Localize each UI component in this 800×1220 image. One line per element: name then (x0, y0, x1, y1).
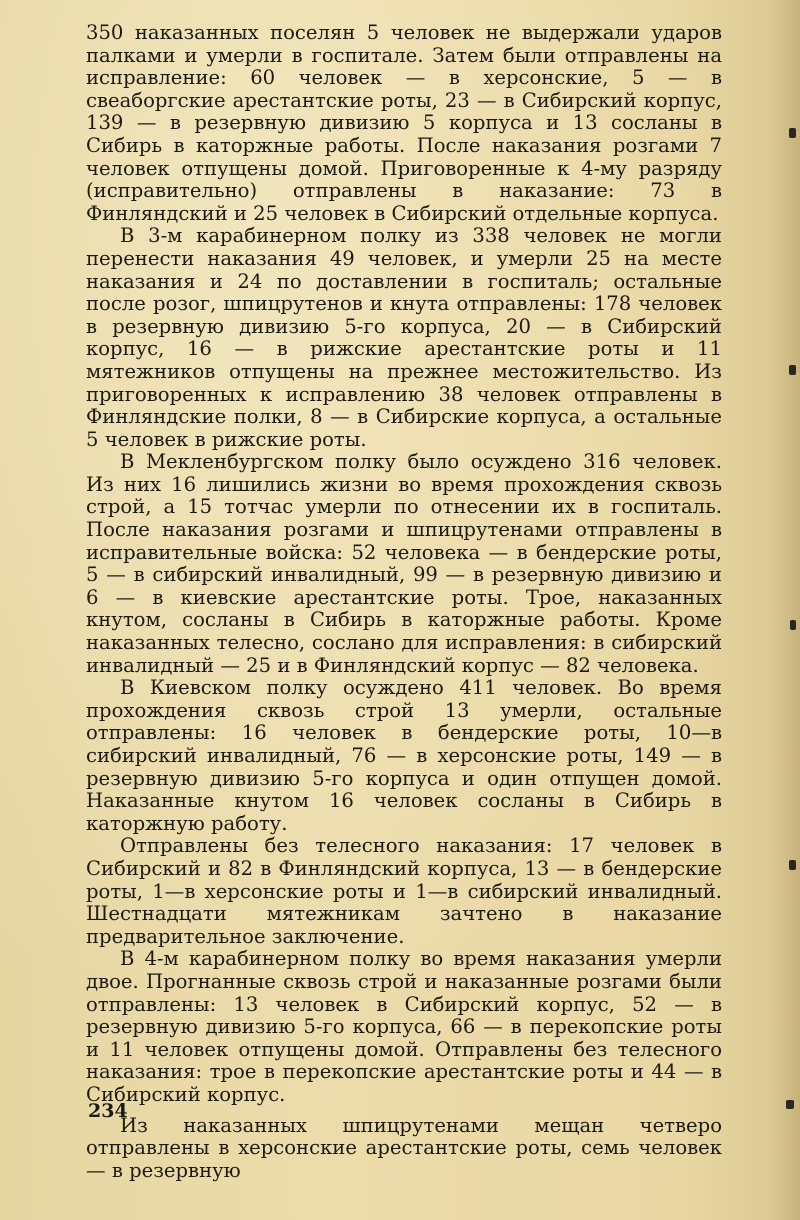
page-number: 234 (88, 1100, 128, 1122)
margin-mark (789, 365, 796, 375)
margin-mark (790, 620, 796, 630)
paragraph-5: Отправлены без телесного наказания: 17 человек в Сибирский и 82 в Финляндский корпуса, 13 — в бендерские роты, 1—в херсонские роты и 1—в сибирский инвалидный. Шестнадцати мятежникам зачтено в наказание предварительное заключение. (86, 834, 722, 948)
margin-mark (789, 860, 796, 870)
paragraph-4: В Киевском полку осуждено 411 человек. Во время прохождения сквозь строй 13 умерли, остальные отправлены: 16 человек в бендерские роты, 10—в сибирский инвалидный, 76 — в херсонские роты, 149 — в резервную дивизию 5-го корпуса и один отпущен домой. Наказанные кнутом 16 человек сосланы в Сибирь в каторжную работу. (86, 676, 722, 835)
page-edge-shadow (770, 0, 800, 1220)
paragraph-1: 350 наказанных поселян 5 человек не выдержали ударов палками и умерли в госпитале. Затем были отправлены на исправление: 60 человек — в херсонские, 5 — в свеаборгские арестантские роты, 23 — в Сибирский корпус, 139 — в резервную дивизию 5 корпуса и 13 сосланы в Сибирь в каторжные работы. После наказания розгами 7 человек отпущены домой. Приговоренные к 4-му разряду (исправительно) отправлены в наказание: 73 в Финляндский и 25 человек в Сибирский отдельные корпуса. (86, 21, 722, 225)
paragraph-3: В Мекленбургском полку было осуждено 316 человек. Из них 16 лишились жизни во время прохождения сквозь строй, а 15 тотчас умерли по отнесении их в госпиталь. После наказания розгами и шпицрутенами отправлены в исправительные войска: 52 человека — в бендерские роты, 5 — в сибирский инвалидный, 99 — в резервную дивизию и 6 — в киевские арестантские роты. Трое, наказанных кнутом, сосланы в Сибирь в каторжные работы. Кроме наказанных телесно, сослано для исправления: в сибирский инвалидный — 25 и в Финляндский корпус — 82 человека. (86, 450, 722, 677)
paragraph-6: В 4-м карабинерном полку во время наказания умерли двое. Прогнанные сквозь строй и наказанные розгами были отправлены: 13 человек в Сибирский корпус, 52 — в резервную дивизию 5-го корпуса, 66 — в перекопские роты и 11 человек отпущены домой. Отправлены без телесного наказания: трое в перекопские арестантские роты и 44 — в Сибирский корпус. (86, 947, 722, 1106)
margin-mark (789, 128, 796, 138)
paragraph-7: Из наказанных шпицрутенами мещан четверо отправлены в херсонские арестантские роты, семь человек — в резервную (86, 1113, 722, 1182)
paragraph-2: В 3-м карабинерном полку из 338 человек не могли перенести наказания 49 человек, и умерли 25 на месте наказания и 24 по доставлении в госпиталь; остальные после розог, шпицрутенов и кнута отправлены: 178 человек в резервную дивизию 5-го корпуса, 20 — в Сибирский корпус, 16 — в рижские арестантские роты и 11 мятежников отпущены на прежнее местожительство. Из приговоренных к исправлению 38 человек отправлены в Финляндские полки, 8 — в Сибирские корпуса, а остальные 5 человек в рижские роты. (86, 224, 722, 451)
body-text (86, 22, 722, 1182)
margin-mark (786, 1100, 794, 1109)
